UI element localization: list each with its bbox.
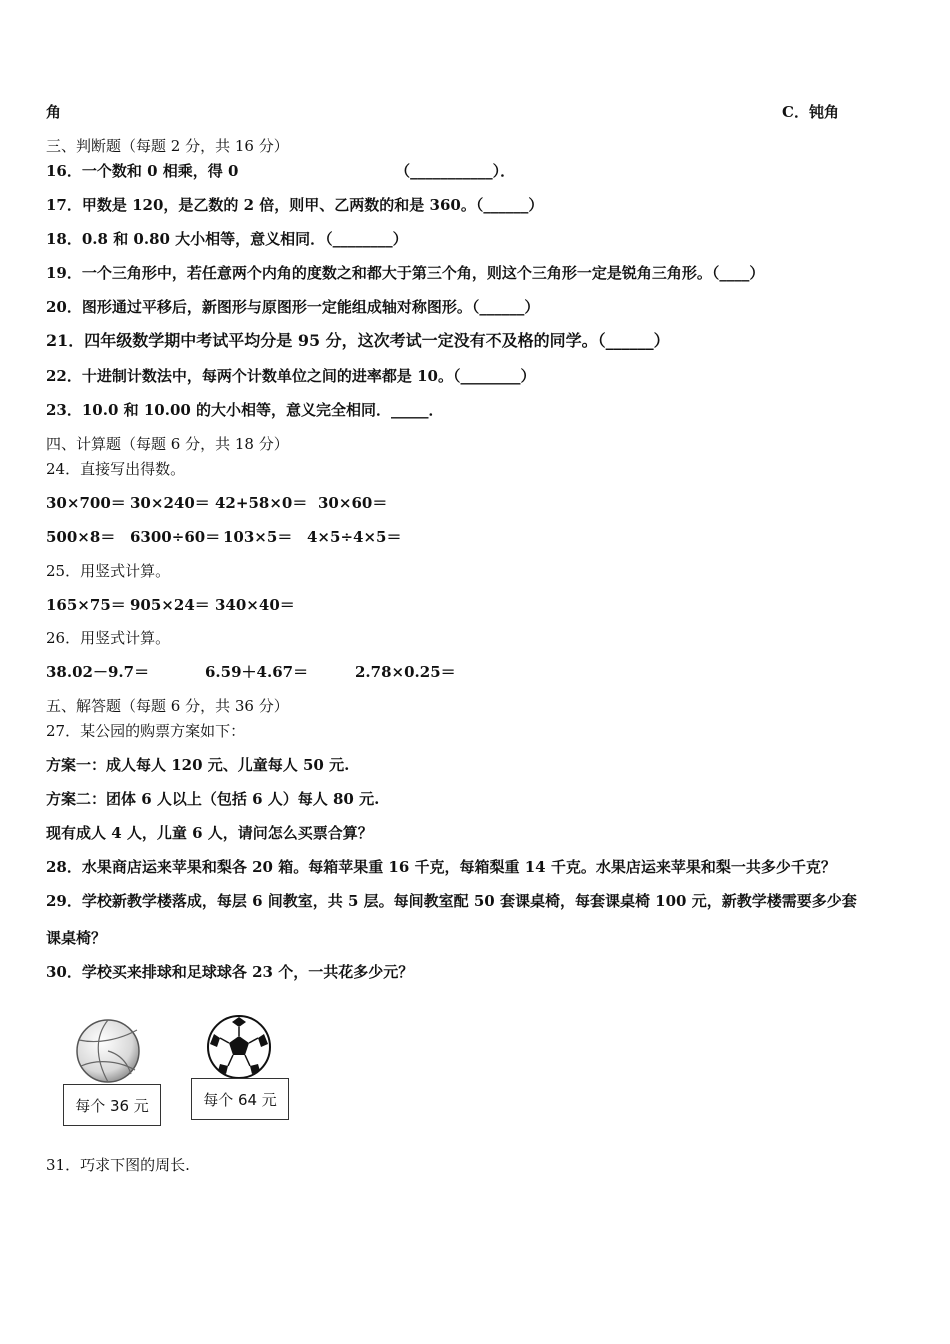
question-29-cont: 课桌椅？ xyxy=(46,929,107,947)
question-27-ask: 现有成人 4 人，儿童 6 人，请问怎么买票合算？ xyxy=(46,824,373,842)
soccer-ball-icon xyxy=(206,1014,272,1080)
soccer-ball-price-tag: 每个 64 元 xyxy=(191,1078,289,1120)
question-23: 23．10.0 和 10.00 的大小相等，意义完全相同．_____． xyxy=(46,401,444,419)
calc-item: 165×75＝ xyxy=(46,596,126,614)
question-28: 28．水果商店运来苹果和梨各 20 箱。每箱苹果重 16 千克，每箱梨重 14 千克。水果店运来苹果和梨一共多少千克？ xyxy=(46,858,836,876)
section-header: 五、解答题（每题 6 分，共 36 分） xyxy=(46,697,289,715)
question-26: 26．用竖式计算。 xyxy=(46,629,171,647)
question-29: 29．学校新教学楼落成，每层 6 间教室，共 5 层。每间教室配 50 套课桌椅，每套课桌椅 100 元，新教学楼需要多少套 xyxy=(46,892,857,910)
volleyball-icon xyxy=(75,1018,141,1084)
calc-item: 4×5÷4×5＝ xyxy=(307,528,402,546)
question-22: 22．十进制计数法中，每两个计数单位之间的进率都是 10。（________） xyxy=(46,367,536,385)
option-c: C．钝角 xyxy=(782,103,839,121)
calc-item: 42+58×0＝ xyxy=(215,494,308,512)
question-30: 30．学校买来排球和足球球各 23 个，一共花多少元？ xyxy=(46,963,414,981)
calc-item: 6.59＋4.67＝ xyxy=(205,663,309,681)
plan-two: 方案二：团体 6 人以上（包括 6 人）每人 80 元. xyxy=(46,790,380,808)
question-17: 17．甲数是 120，是乙数的 2 倍，则甲、乙两数的和是 360。（______） xyxy=(46,196,544,214)
question-27: 27．某公园的购票方案如下： xyxy=(46,722,246,740)
calc-item: 340×40＝ xyxy=(215,596,295,614)
question-16: 16．一个数和 0 相乘，得 0 （___________）． xyxy=(46,162,516,180)
question-24: 24．直接写出得数。 xyxy=(46,460,186,478)
calc-item: 38.02－9.7＝ xyxy=(46,663,150,681)
calc-item: 103×5＝ xyxy=(223,528,293,546)
question-21: 21．四年级数学期中考试平均分是 95 分，这次考试一定没有不及格的同学。（______） xyxy=(46,331,670,350)
calc-item: 30×700＝ xyxy=(46,494,126,512)
question-31: 31．巧求下图的周长. xyxy=(46,1156,190,1174)
calc-item: 30×60＝ xyxy=(318,494,388,512)
calc-item: 500×8＝ xyxy=(46,528,116,546)
calc-item: 905×24＝ xyxy=(130,596,210,614)
calc-item: 2.78×0.25＝ xyxy=(355,663,456,681)
question-19: 19．一个三角形中，若任意两个内角的度数之和都大于第三个角，则这个三角形一定是锐角三角形。（____） xyxy=(46,264,765,282)
question-18: 18．0.8 和 0.80 大小相等，意义相同．（________） xyxy=(46,230,408,248)
calc-item: 6300÷60＝ xyxy=(130,528,221,546)
section-header: 三、判断题（每题 2 分，共 16 分） xyxy=(46,137,289,155)
option-fragment-left: 角 xyxy=(46,103,62,121)
question-25: 25．用竖式计算。 xyxy=(46,562,171,580)
question-20: 20．图形通过平移后，新图形与原图形一定能组成轴对称图形。（______） xyxy=(46,298,540,316)
calc-item: 30×240＝ xyxy=(130,494,210,512)
volleyball-price-tag: 每个 36 元 xyxy=(63,1084,161,1126)
plan-one: 方案一：成人每人 120 元、儿童每人 50 元. xyxy=(46,756,350,774)
section-header: 四、计算题（每题 6 分，共 18 分） xyxy=(46,435,289,453)
